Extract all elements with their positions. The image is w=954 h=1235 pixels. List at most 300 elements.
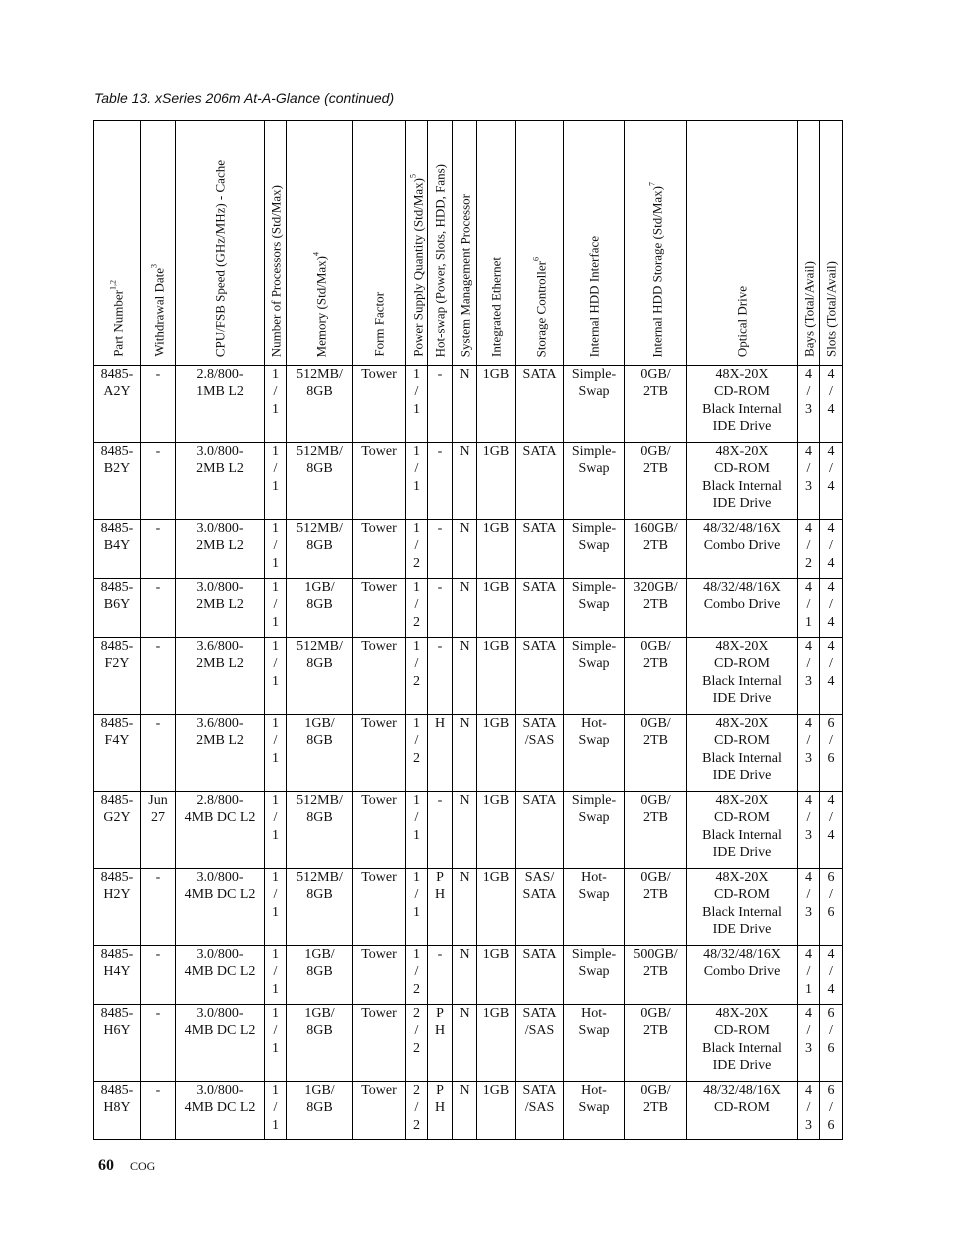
cell-line: / (806, 1023, 811, 1039)
header-label (214, 160, 227, 357)
cell-bays (798, 1005, 820, 1082)
cell-line: 1 (413, 870, 420, 885)
cell-optical-drive (687, 792, 798, 869)
cell-storage-controller (516, 715, 564, 792)
header-label (373, 292, 386, 357)
cell-line: 4 (827, 478, 835, 494)
cell-line: 1 (272, 401, 279, 417)
cell-cpu-fsb-speed (176, 443, 265, 520)
cell-line: - (155, 580, 161, 595)
cell-line: 1 (272, 444, 279, 459)
cell-line: Jun (148, 793, 168, 808)
cell-line: 512MB/ (296, 444, 343, 459)
cell-line: / (273, 964, 278, 980)
cell-line: - (437, 793, 443, 808)
cell-line: 8485- (100, 716, 134, 731)
cell-optical-drive (687, 946, 798, 1005)
cell-line: 4 (827, 444, 835, 459)
cell-line: 2MB L2 (196, 597, 244, 613)
cell-line: 2 (413, 1040, 420, 1056)
cell-line: 3 (805, 673, 812, 689)
cell-withdrawal-date (141, 1005, 176, 1082)
cell-internal-hdd-storage (625, 792, 687, 869)
cell-line: 2TB (643, 810, 668, 826)
table-row (94, 715, 843, 792)
cell-line: P (436, 870, 444, 885)
cell-line: CD-ROM (713, 1023, 770, 1039)
cell-line: 1GB/ (304, 716, 335, 731)
cell-line: / (829, 597, 833, 613)
cell-line: 6 (827, 1117, 835, 1133)
header-footnote: 5 (407, 174, 417, 179)
cell-line: 0GB/ (640, 870, 671, 885)
cell-line: - (155, 716, 161, 731)
cell-line: Swap (578, 461, 610, 477)
cell-num-processors (265, 946, 287, 1005)
cell-bays (798, 946, 820, 1005)
cell-optical-drive (687, 443, 798, 520)
cell-part-number (94, 579, 141, 638)
cell-line: 3.0/800- (196, 1006, 244, 1021)
cell-system-mgmt-processor (453, 869, 477, 946)
cell-line: 6 (827, 750, 835, 766)
cell-line: - (437, 367, 443, 382)
cell-power-supply-qty (406, 520, 428, 579)
cell-power-supply-qty (406, 1082, 428, 1140)
cell-slots (820, 638, 843, 715)
cell-line: H2Y (103, 887, 131, 903)
cell-form-factor (353, 579, 406, 638)
cell-line: IDE Drive (712, 1057, 772, 1073)
cell-form-factor (353, 443, 406, 520)
cell-system-mgmt-processor (453, 579, 477, 638)
cell-integrated-ethernet (477, 579, 516, 638)
header-label (588, 236, 601, 357)
header-label (802, 261, 815, 357)
table-row (94, 366, 843, 443)
cell-line: - (155, 367, 161, 382)
cell-line: 0GB/ (640, 639, 671, 654)
cell-part-number (94, 869, 141, 946)
cell-storage-controller (516, 579, 564, 638)
cell-line: IDE Drive (712, 844, 772, 860)
cell-hot-swap (428, 946, 453, 1005)
cell-line: F4Y (104, 733, 130, 749)
cell-line: Simple- (571, 947, 617, 962)
cell-line: 2.8/800- (196, 367, 244, 382)
cell-line: Simple- (571, 367, 617, 382)
cell-line: 1 (272, 981, 279, 997)
header-cpu-fsb-speed (176, 121, 265, 366)
cell-line: 8485- (100, 793, 134, 808)
cell-line: 1 (272, 673, 279, 689)
cell-hot-swap (428, 1005, 453, 1082)
cell-line: 1 (272, 904, 279, 920)
cell-line: 2 (413, 1083, 420, 1098)
header-text: Withdrawal Date (151, 268, 167, 357)
cell-line: P (436, 1083, 444, 1098)
cell-slots (820, 715, 843, 792)
cell-line: / (273, 384, 278, 400)
cell-optical-drive (687, 1005, 798, 1082)
cell-line: - (155, 521, 161, 536)
cell-line: CD-ROM (713, 461, 770, 477)
cell-line: 8GB (306, 733, 333, 749)
cell-line: 6 (827, 1040, 835, 1056)
cell-memory (287, 366, 353, 443)
cell-num-processors (265, 443, 287, 520)
cell-part-number (94, 443, 141, 520)
cell-optical-drive (687, 869, 798, 946)
cell-line: 48X-20X (715, 793, 769, 808)
cell-line: 512MB/ (296, 870, 343, 885)
cell-line: 1 (413, 401, 420, 417)
cell-line: 3.6/800- (196, 716, 244, 731)
cell-withdrawal-date (141, 443, 176, 520)
cell-line: 48X-20X (715, 367, 769, 382)
cell-cpu-fsb-speed (176, 1005, 265, 1082)
cell-bays (798, 792, 820, 869)
cell-line: / (414, 733, 419, 749)
cell-num-processors (265, 520, 287, 579)
cell-line: N (459, 521, 470, 536)
cell-line: - (437, 444, 443, 459)
cell-line: Combo Drive (703, 597, 781, 613)
cell-line: 4 (805, 716, 812, 731)
header-footnote: 4 (310, 251, 320, 256)
cell-internal-hdd-storage (625, 443, 687, 520)
cell-line: SATA (522, 1006, 557, 1021)
table-row (94, 1005, 843, 1082)
cell-memory (287, 946, 353, 1005)
cell-line: 48/32/48/16X (703, 1083, 781, 1098)
cell-line: 8GB (306, 538, 333, 554)
cell-line: 1 (272, 367, 279, 382)
cell-hot-swap (428, 869, 453, 946)
cell-num-processors (265, 366, 287, 443)
cell-bays (798, 638, 820, 715)
header-slots (820, 121, 843, 366)
cell-line: H (434, 1023, 446, 1039)
cell-system-mgmt-processor (453, 520, 477, 579)
cell-hot-swap (428, 638, 453, 715)
cell-line: 48X-20X (715, 716, 769, 731)
header-footnote: 7 (646, 181, 656, 186)
cell-line: 4MB DC L2 (184, 964, 256, 980)
header-text: Memory (Std/Max) (313, 255, 329, 357)
cell-line: H (434, 716, 446, 731)
cell-line: 6 (827, 716, 835, 731)
cell-slots (820, 579, 843, 638)
cell-line: 1 (272, 947, 279, 962)
header-part-number (94, 121, 141, 366)
cell-line: 4 (827, 401, 835, 417)
cell-line: 48/32/48/16X (703, 947, 781, 962)
cell-line: 2TB (643, 887, 668, 903)
cell-line: 4MB DC L2 (184, 1023, 256, 1039)
cell-form-factor (353, 1005, 406, 1082)
cell-line: 48X-20X (715, 1006, 769, 1021)
cell-optical-drive (687, 579, 798, 638)
header-storage-controller (516, 121, 564, 366)
cell-line: 0GB/ (640, 1006, 671, 1021)
cell-line: 8485- (100, 521, 134, 536)
cell-line: 1GB (482, 580, 510, 595)
cell-line: 2TB (643, 538, 668, 554)
cell-line: 8GB (306, 1100, 333, 1116)
cell-line: 1GB (482, 793, 510, 808)
cell-line: N (459, 870, 470, 885)
cell-line: 1 (805, 981, 812, 997)
cell-line: 1GB (482, 1006, 510, 1021)
footer-label: COG (130, 1159, 156, 1173)
cell-line: 48/32/48/16X (703, 580, 781, 595)
cell-integrated-ethernet (477, 946, 516, 1005)
cell-line: 512MB/ (296, 639, 343, 654)
cell-line: B4Y (103, 538, 131, 554)
cell-slots (820, 443, 843, 520)
cell-slots (820, 366, 843, 443)
cell-line: 3 (805, 1040, 812, 1056)
cell-line: /SAS (524, 1023, 555, 1039)
cell-cpu-fsb-speed (176, 638, 265, 715)
cell-line: Swap (578, 597, 610, 613)
cell-line: 4 (805, 1083, 812, 1098)
header-form-factor (353, 121, 406, 366)
cell-memory (287, 715, 353, 792)
header-text: Internal HDD Interface (586, 235, 602, 357)
cell-storage-controller (516, 946, 564, 1005)
cell-line: / (414, 461, 419, 477)
cell-line: Tower (361, 444, 397, 459)
cell-internal-hdd-interface (564, 443, 625, 520)
header-text: Form Factor (371, 292, 387, 357)
cell-line: Black Internal (702, 478, 782, 494)
cell-line: 500GB/ (633, 947, 678, 962)
cell-line: / (414, 887, 419, 903)
cell-line: 1 (413, 716, 420, 731)
cell-line: Tower (361, 947, 397, 962)
cell-line: 0GB/ (640, 716, 671, 731)
cell-integrated-ethernet (477, 715, 516, 792)
cell-line: 8GB (306, 597, 333, 613)
cell-line: / (414, 597, 419, 613)
cell-line: Tower (361, 639, 397, 654)
cell-line: 320GB/ (633, 580, 678, 595)
cell-integrated-ethernet (477, 869, 516, 946)
cell-line: Swap (578, 384, 610, 400)
cell-line: N (459, 1083, 470, 1098)
cell-form-factor (353, 715, 406, 792)
cell-line: 1GB (482, 870, 510, 885)
cell-line: 1 (272, 639, 279, 654)
cell-line: Simple- (571, 521, 617, 536)
cell-internal-hdd-storage (625, 366, 687, 443)
cell-line: Hot- (581, 1006, 607, 1021)
cell-line: Simple- (571, 793, 617, 808)
cell-integrated-ethernet (477, 1005, 516, 1082)
cell-line: / (806, 887, 811, 903)
header-system-mgmt-processor (453, 121, 477, 366)
cell-line: IDE Drive (712, 495, 772, 511)
cell-line: CD-ROM (713, 1100, 770, 1116)
cell-line: / (829, 1023, 833, 1039)
cell-line: Simple- (571, 580, 617, 595)
cell-line: CD-ROM (713, 656, 770, 672)
cell-withdrawal-date (141, 946, 176, 1005)
cell-line: Tower (361, 367, 397, 382)
cell-form-factor (353, 1082, 406, 1140)
cell-line: / (829, 384, 833, 400)
cell-line: Swap (578, 1100, 610, 1116)
cell-num-processors (265, 638, 287, 715)
cell-hot-swap (428, 443, 453, 520)
cell-line: 1MB L2 (196, 384, 244, 400)
cell-line: 0GB/ (640, 1083, 671, 1098)
cell-withdrawal-date (141, 1082, 176, 1140)
cell-line: / (414, 538, 419, 554)
cell-line: Tower (361, 793, 397, 808)
cell-form-factor (353, 869, 406, 946)
cell-line: 1GB/ (304, 1083, 335, 1098)
header-label (409, 174, 424, 357)
cell-line: Tower (361, 1006, 397, 1021)
header-text: Internal HDD Storage (Std/Max) (649, 185, 665, 357)
cell-optical-drive (687, 638, 798, 715)
cell-line: 48X-20X (715, 444, 769, 459)
cell-line: 1 (413, 444, 420, 459)
cell-line: Swap (578, 538, 610, 554)
cell-line: 2TB (643, 1100, 668, 1116)
cell-form-factor (353, 792, 406, 869)
cell-line: 1 (413, 904, 420, 920)
cell-line: / (273, 656, 278, 672)
cell-slots (820, 520, 843, 579)
cell-line: 1 (272, 716, 279, 731)
cell-line: 2 (413, 1117, 420, 1133)
cell-line: IDE Drive (712, 921, 772, 937)
cell-power-supply-qty (406, 443, 428, 520)
cell-line: 1 (272, 521, 279, 536)
cell-line: H6Y (103, 1023, 131, 1039)
header-text: Optical Drive (734, 285, 750, 357)
cell-form-factor (353, 638, 406, 715)
cell-line: P (436, 1006, 444, 1021)
cell-line: N (459, 580, 470, 595)
cell-line: - (155, 1083, 161, 1098)
table-row (94, 946, 843, 1005)
cell-line: 1 (805, 614, 812, 630)
cell-memory (287, 869, 353, 946)
cell-line: 1 (413, 793, 420, 808)
cell-line: 48X-20X (715, 639, 769, 654)
cell-line: 3 (805, 401, 812, 417)
cell-form-factor (353, 946, 406, 1005)
cell-bays (798, 520, 820, 579)
header-text: Bays (Total/Avail) (801, 261, 816, 357)
cell-integrated-ethernet (477, 1082, 516, 1140)
cell-internal-hdd-storage (625, 715, 687, 792)
cell-integrated-ethernet (477, 638, 516, 715)
cell-line: 4MB DC L2 (184, 887, 256, 903)
cell-line: 1GB (482, 367, 510, 382)
cell-line: 4 (827, 367, 835, 382)
cell-line: 8485- (100, 870, 134, 885)
cell-line: SATA (522, 793, 557, 808)
cell-line: 1GB (482, 639, 510, 654)
cell-line: - (437, 639, 443, 654)
cell-line: / (273, 538, 278, 554)
cell-line: 2 (413, 673, 420, 689)
cell-withdrawal-date (141, 638, 176, 715)
header-label (434, 164, 447, 357)
cell-line: 2MB L2 (196, 538, 244, 554)
cell-power-supply-qty (406, 792, 428, 869)
cell-line: 8GB (306, 656, 333, 672)
cell-line: Hot- (581, 870, 607, 885)
cell-line: SATA (522, 367, 557, 382)
cell-cpu-fsb-speed (176, 1082, 265, 1140)
cell-cpu-fsb-speed (176, 366, 265, 443)
cell-line: / (829, 810, 833, 826)
cell-slots (820, 1082, 843, 1140)
cell-line: 512MB/ (296, 793, 343, 808)
cell-part-number (94, 946, 141, 1005)
cell-line: 0GB/ (640, 793, 671, 808)
cell-line: 4 (805, 367, 812, 382)
cell-withdrawal-date (141, 869, 176, 946)
cell-power-supply-qty (406, 579, 428, 638)
cell-line: Black Internal (702, 750, 782, 766)
cell-line: 3 (805, 1117, 812, 1133)
header-power-supply-qty (406, 121, 428, 366)
cell-line: 6 (827, 1083, 835, 1098)
cell-line: Black Internal (702, 401, 782, 417)
cell-part-number (94, 366, 141, 443)
cell-line: 3 (805, 904, 812, 920)
cell-line: 2MB L2 (196, 656, 244, 672)
cell-line: 8485- (100, 367, 134, 382)
cell-line: 3.0/800- (196, 444, 244, 459)
cell-line: N (459, 639, 470, 654)
cell-line: 6 (827, 870, 835, 885)
cell-line: 2TB (643, 733, 668, 749)
cell-internal-hdd-interface (564, 869, 625, 946)
cell-line: 2TB (643, 384, 668, 400)
cell-line: 1GB (482, 716, 510, 731)
cell-line: 3.0/800- (196, 521, 244, 536)
cell-num-processors (265, 1005, 287, 1082)
cell-form-factor (353, 520, 406, 579)
header-integrated-ethernet (477, 121, 516, 366)
cell-line: Black Internal (702, 1040, 782, 1056)
cell-line: 1 (272, 1083, 279, 1098)
cell-internal-hdd-storage (625, 946, 687, 1005)
cell-withdrawal-date (141, 520, 176, 579)
cell-line: / (273, 887, 278, 903)
cell-line: CD-ROM (713, 810, 770, 826)
cell-line: 4 (827, 827, 835, 843)
cell-slots (820, 792, 843, 869)
cell-system-mgmt-processor (453, 366, 477, 443)
cell-form-factor (353, 366, 406, 443)
cell-line: - (155, 639, 161, 654)
cell-line: N (459, 444, 470, 459)
cell-line: / (829, 733, 833, 749)
header-memory (287, 121, 353, 366)
cell-line: Tower (361, 870, 397, 885)
cell-line: 3.0/800- (196, 870, 244, 885)
